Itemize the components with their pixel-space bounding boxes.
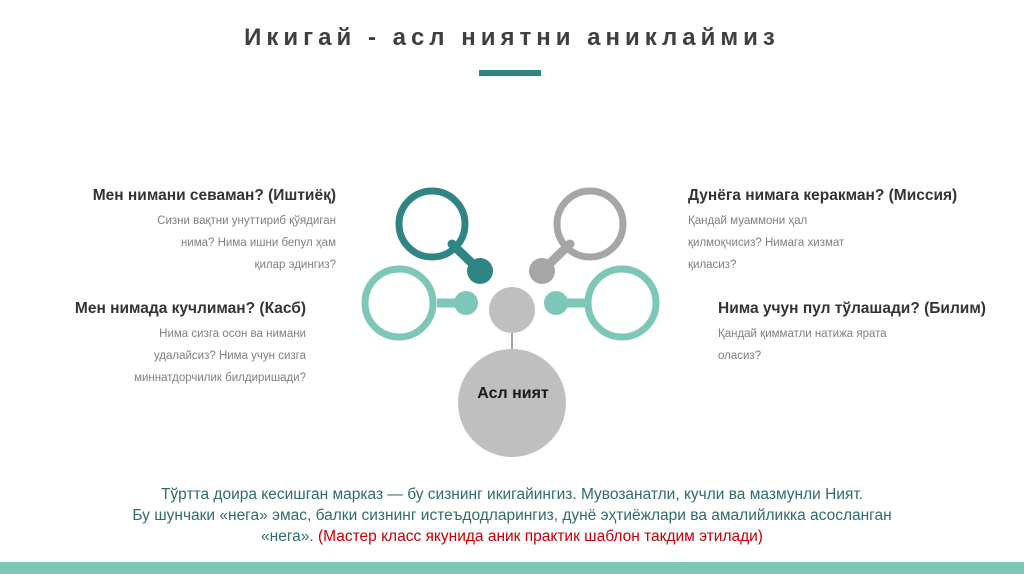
dot-love <box>467 258 493 284</box>
circle-strength <box>365 269 433 337</box>
block-world-needs-line: Қандай муаммони ҳал <box>688 215 808 227</box>
block-love-text <box>93 210 336 276</box>
block-world-needs-line: қиласиз? <box>688 259 737 271</box>
ikigai-diagram <box>355 180 675 470</box>
block-love <box>93 187 336 276</box>
footer-highlight: (Мастер класс якунида аник практик шаблон такдим этилади) <box>318 528 763 545</box>
footer-line-3 <box>0 526 1024 547</box>
block-world-needs-text <box>688 210 957 276</box>
footer-line-1: Тўртта доира кесишган марказ — бу сизнинг икигайингиз. Мувозанатли, кучли ва мазмунли Ният. <box>160 486 864 503</box>
block-strength-line: удалайсиз? Нима учун сизга <box>153 350 306 362</box>
block-paid-for <box>718 300 986 367</box>
block-love-line: нима? Нима ишни бепул ҳам <box>180 237 336 249</box>
block-paid-for-heading: Нима учун пул тўлашади? (Билим) <box>718 300 986 317</box>
center-top-circle <box>489 287 535 333</box>
center-label: Асл ният <box>477 385 549 402</box>
block-love-line: Сизни вақтни унуттириб қўядиган <box>157 215 336 227</box>
block-strength-text <box>75 323 306 389</box>
block-paid-for-text <box>718 323 986 367</box>
block-strength-line: Нима сизга осон ва нимани <box>159 328 306 340</box>
block-love-line: қилар эдингиз? <box>254 259 336 271</box>
block-strength <box>75 300 306 389</box>
circle-love <box>399 191 465 257</box>
title-underline <box>479 70 541 76</box>
center-main-circle <box>458 349 566 457</box>
block-strength-heading: Мен нимада кучлиман? (Касб) <box>74 300 306 317</box>
footer-text <box>0 484 1024 547</box>
block-world-needs-heading: Дунёга нимага керакман? (Миссия) <box>688 187 958 204</box>
block-world-needs <box>688 187 957 276</box>
block-paid-for-line: оласиз? <box>718 350 762 362</box>
block-love-heading: Мен нимани севаман? (Иштиёқ) <box>92 187 336 204</box>
circle-world <box>557 191 623 257</box>
bottom-bar <box>0 562 1024 574</box>
dot-strength <box>454 291 478 315</box>
block-strength-line: миннатдорчилик билдиришади? <box>134 372 306 384</box>
footer-line-3-normal: «нега». <box>261 528 314 545</box>
page-title: Икигай - асл ниятни аниклаймиз <box>244 24 780 51</box>
block-world-needs-line: қилмоқчисиз? Нимага хизмат <box>688 237 845 249</box>
dot-paid <box>544 291 568 315</box>
dot-world <box>529 258 555 284</box>
footer-line-2: Бу шунчаки «нега» эмас, балки сизнинг истеъдодларингиз, дунё эҳтиёжлари ва амалийликка асосланган <box>132 507 892 524</box>
block-paid-for-line: Қандай қимматли натижа ярата <box>718 328 887 340</box>
circle-paid <box>588 269 656 337</box>
